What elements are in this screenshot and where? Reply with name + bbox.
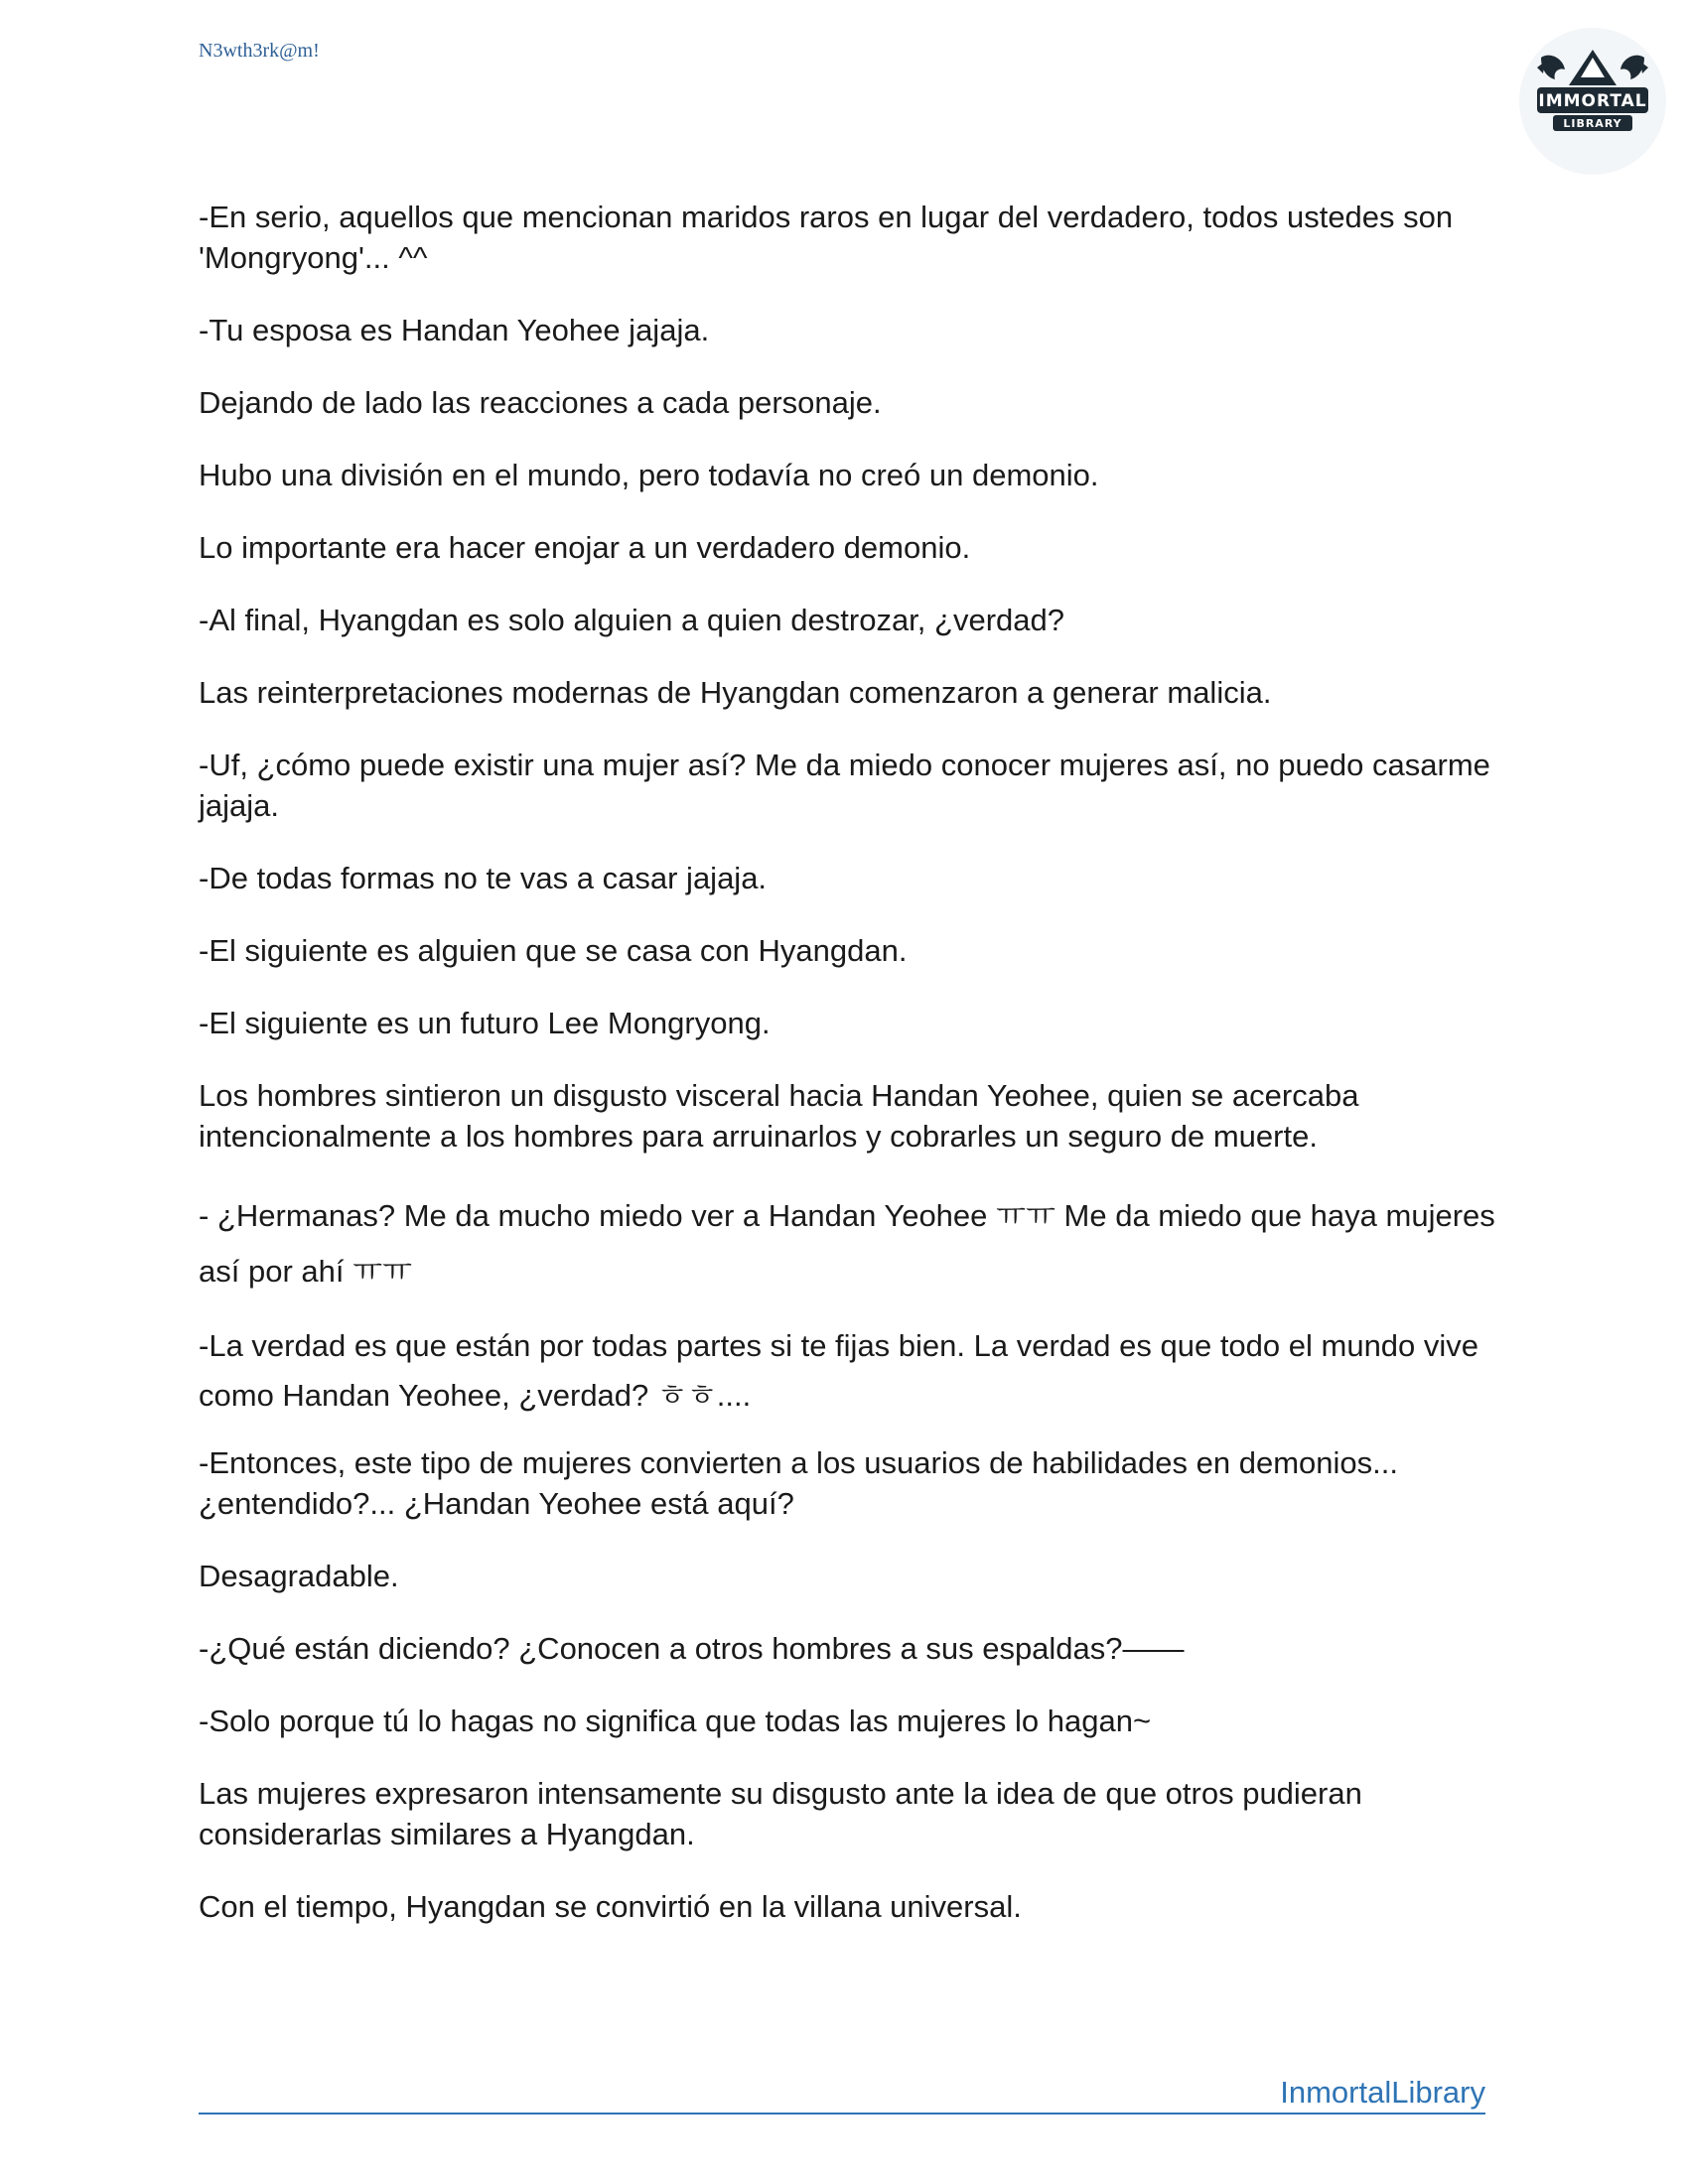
paragraph: Lo importante era hacer enojar a un verdadero demonio. xyxy=(199,530,971,565)
paragraph: Desagradable. xyxy=(199,1559,399,1593)
paragraph: Las mujeres expresaron intensamente su disgusto ante la idea de que otros pudieran considerarlas similares a Hyangdan. xyxy=(199,1776,1362,1851)
paragraph: -De todas formas no te vas a casar jajaja. xyxy=(199,861,768,895)
header-text: N3wth3rk@m! xyxy=(199,40,320,62)
paragraph: -Uf, ¿cómo puede existir una mujer así? Me da miedo conocer mujeres así, no puedo casarme jajaja. xyxy=(199,748,1490,823)
paragraph: Los hombres sintieron un disgusto visceral hacia Handan Yeohee, quien se acercaba intencionalmente a los hombres para arruinarlos y cobrarles un seguro de muerte. xyxy=(199,1078,1359,1154)
paragraph: -Entonces, este tipo de mujeres convierten a los usuarios de habilidades en demonios... ¿entendido?... ¿Handan Yeohee está aquí? xyxy=(199,1445,1398,1521)
paragraph: - ¿Hermanas? Me da mucho miedo ver a Handan Yeohee ㅠㅠ Me da miedo que haya mujeres así por ahí ㅠㅠ xyxy=(199,1198,1495,1289)
footer xyxy=(199,2073,1485,2115)
logo-text-top: IMMORTAL xyxy=(1538,91,1647,111)
paragraph: -¿Qué están diciendo? ¿Conocen a otros hombres a sus espaldas?—— xyxy=(199,1631,1185,1666)
paragraph: -La verdad es que están por todas partes si te fijas bien. La verdad es que todo el mundo vive como Handan Yeohee, ¿verdad? ㅎㅎ.... xyxy=(199,1328,1479,1413)
document-body xyxy=(199,197,1499,1959)
dragon-emblem-icon xyxy=(1519,28,1666,175)
paragraph: -Solo porque tú lo hagas no significa que todas las mujeres lo hagan~ xyxy=(199,1704,1152,1738)
paragraph: Las reinterpretaciones modernas de Hyangdan comenzaron a generar malicia. xyxy=(199,675,1272,710)
paragraph: Con el tiempo, Hyangdan se convirtió en la villana universal. xyxy=(199,1889,1022,1924)
paragraph: Hubo una división en el mundo, pero todavía no creó un demonio. xyxy=(199,458,1099,492)
paragraph: -Tu esposa es Handan Yeohee jajaja. xyxy=(199,313,710,347)
paragraph: -El siguiente es un futuro Lee Mongryong. xyxy=(199,1006,771,1040)
footer-link[interactable]: InmortalLibrary xyxy=(1280,2075,1485,2110)
immortal-library-logo xyxy=(1519,28,1666,175)
paragraph: Dejando de lado las reacciones a cada personaje. xyxy=(199,385,882,420)
paragraph: -El siguiente es alguien que se casa con Hyangdan. xyxy=(199,933,908,968)
paragraph: -En serio, aquellos que mencionan maridos raros en lugar del verdadero, todos ustedes son 'Mongryong'... ^^ xyxy=(199,200,1454,275)
logo-text-bottom: LIBRARY xyxy=(1563,117,1622,130)
paragraph: -Al final, Hyangdan es solo alguien a quien destrozar, ¿verdad? xyxy=(199,603,1064,637)
